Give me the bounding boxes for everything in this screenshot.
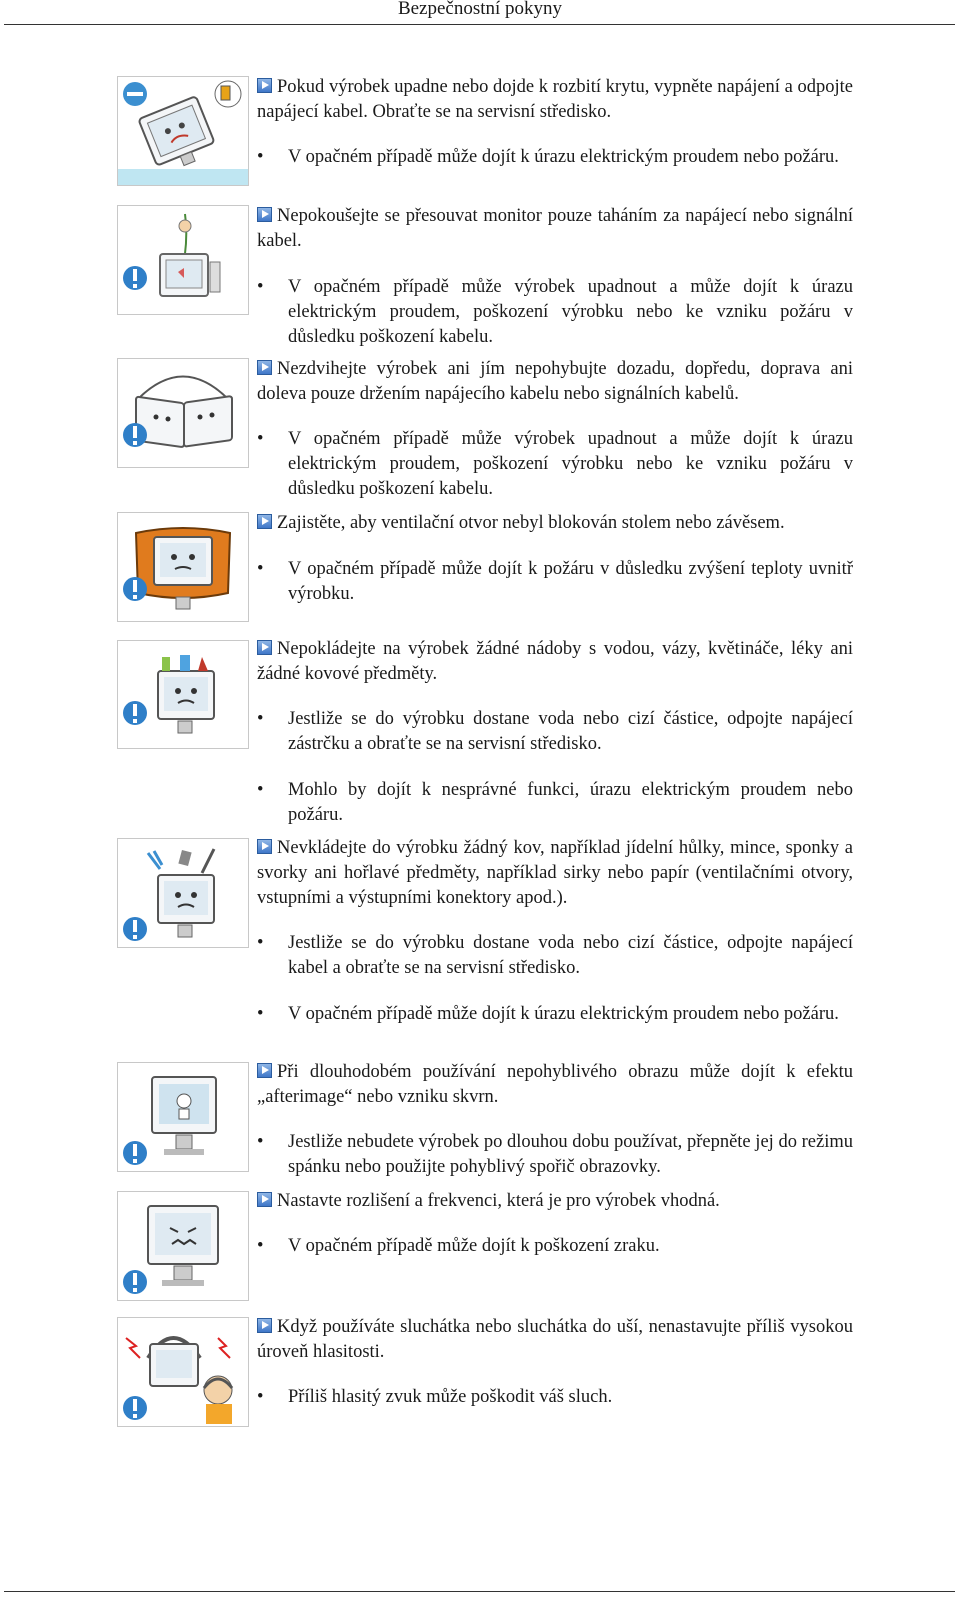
section-lead: Když používáte sluchátka nebo sluchátka do uší, nenastavujte příliš vysokou úroveň hlasitosti. [257, 1317, 853, 1362]
section-lead: Zajistěte, aby ventilační otvor nebyl blokován stolem nebo závěsem. [257, 511, 853, 536]
bullet-item: • V opačném případě může dojít k požáru v důsledku zvýšení teploty uvnitř výrobku. [257, 557, 853, 607]
arrow-bullet-icon [257, 360, 272, 375]
bullet-item: • Jestliže nebudete výrobek po dlouhou dobu používat, přepněte jej do režimu spánku nebo použijte pohyblivý spořič obrazovky. [257, 1130, 853, 1180]
illustration-lifting-monitor [117, 358, 249, 468]
bullet-item: • Příliš hlasitý zvuk může poškodit váš sluch. [257, 1385, 853, 1410]
illustration-blocked-vent [117, 512, 249, 622]
illustration-headphones [117, 1317, 249, 1427]
section-6 [257, 836, 853, 1027]
footer-divider [4, 1591, 955, 1592]
arrow-bullet-icon [257, 207, 272, 222]
section-lead: Nezdvihejte výrobek ani jím nepohybujte dozadu, dopředu, doprava ani doleva pouze držením napájecího kabelu nebo signálních kabelů. [257, 359, 853, 404]
arrow-bullet-icon [257, 1192, 272, 1207]
section-lead: Pokud výrobek upadne nebo dojde k rozbití krytu, vypněte napájení a odpojte napájecí kabel. Obraťte se na servisní středisko. [257, 77, 853, 122]
header-divider [4, 24, 955, 25]
bullet-item: • Mohlo by dojít k nesprávné funkci, úrazu elektrickým proudem nebo požáru. [257, 778, 853, 828]
arrow-bullet-icon [257, 1318, 272, 1333]
section-8 [257, 1189, 853, 1259]
section-3 [257, 357, 853, 502]
illustration-fallen-monitor [117, 76, 249, 186]
section-lead: Nepokládejte na výrobek žádné nádoby s vodou, vázy, květináče, léky ani žádné kovové předměty. [257, 639, 853, 684]
arrow-bullet-icon [257, 514, 272, 529]
section-4 [257, 511, 853, 607]
illustration-cable-pull [117, 205, 249, 315]
arrow-bullet-icon [257, 1063, 272, 1078]
illustration-resolution [117, 1191, 249, 1301]
bullet-item: • V opačném případě může výrobek upadnout a může dojít k úrazu elektrickým proudem, poškození výrobku nebo ke vzniku požáru v důsledku poškození kabelu. [257, 275, 853, 350]
section-lead: Při dlouhodobém používání nepohyblivého obrazu může dojít k efektu „afterimage“ nebo vzniku skvrn. [257, 1062, 853, 1107]
bullet-item: • V opačném případě může výrobek upadnout a může dojít k úrazu elektrickým proudem, poškození výrobku nebo ke vzniku požáru v důsledku poškození kabelu. [257, 427, 853, 502]
bullet-item: • V opačném případě může dojít k úrazu elektrickým proudem nebo požáru. [257, 145, 853, 170]
arrow-bullet-icon [257, 78, 272, 93]
section-9 [257, 1315, 853, 1410]
section-5 [257, 637, 853, 828]
arrow-bullet-icon [257, 839, 272, 854]
bullet-item: • Jestliže se do výrobku dostane voda nebo cizí částice, odpojte napájecí zástrčku a obraťte se na servisní středisko. [257, 707, 853, 757]
page-title: Bezpečnostní pokyny [397, 0, 563, 19]
page-header [0, 0, 960, 26]
bullet-item: • V opačném případě může dojít k úrazu elektrickým proudem nebo požáru. [257, 1002, 853, 1027]
section-7 [257, 1060, 853, 1180]
illustration-objects-on-monitor [117, 640, 249, 749]
section-lead: Nevkládejte do výrobku žádný kov, například jídelní hůlky, mince, sponky a svorky ani hořlavé předměty, například sirky nebo papír (ventilačními otvory, vstupními a výstupními konektory apod.). [257, 838, 853, 908]
section-lead: Nastavte rozlišení a frekvenci, která je pro výrobek vhodná. [257, 1189, 853, 1214]
bullet-item: • V opačném případě může dojít k poškození zraku. [257, 1234, 853, 1259]
illustration-metal-objects [117, 838, 249, 948]
section-lead: Nepokoušejte se přesouvat monitor pouze taháním za napájecí nebo signální kabel. [257, 206, 853, 251]
section-1 [257, 75, 853, 170]
section-2 [257, 204, 853, 350]
bullet-item: • Jestliže se do výrobku dostane voda nebo cizí částice, odpojte napájecí kabel a obraťte se na servisní středisko. [257, 931, 853, 981]
illustration-afterimage [117, 1062, 249, 1172]
arrow-bullet-icon [257, 640, 272, 655]
